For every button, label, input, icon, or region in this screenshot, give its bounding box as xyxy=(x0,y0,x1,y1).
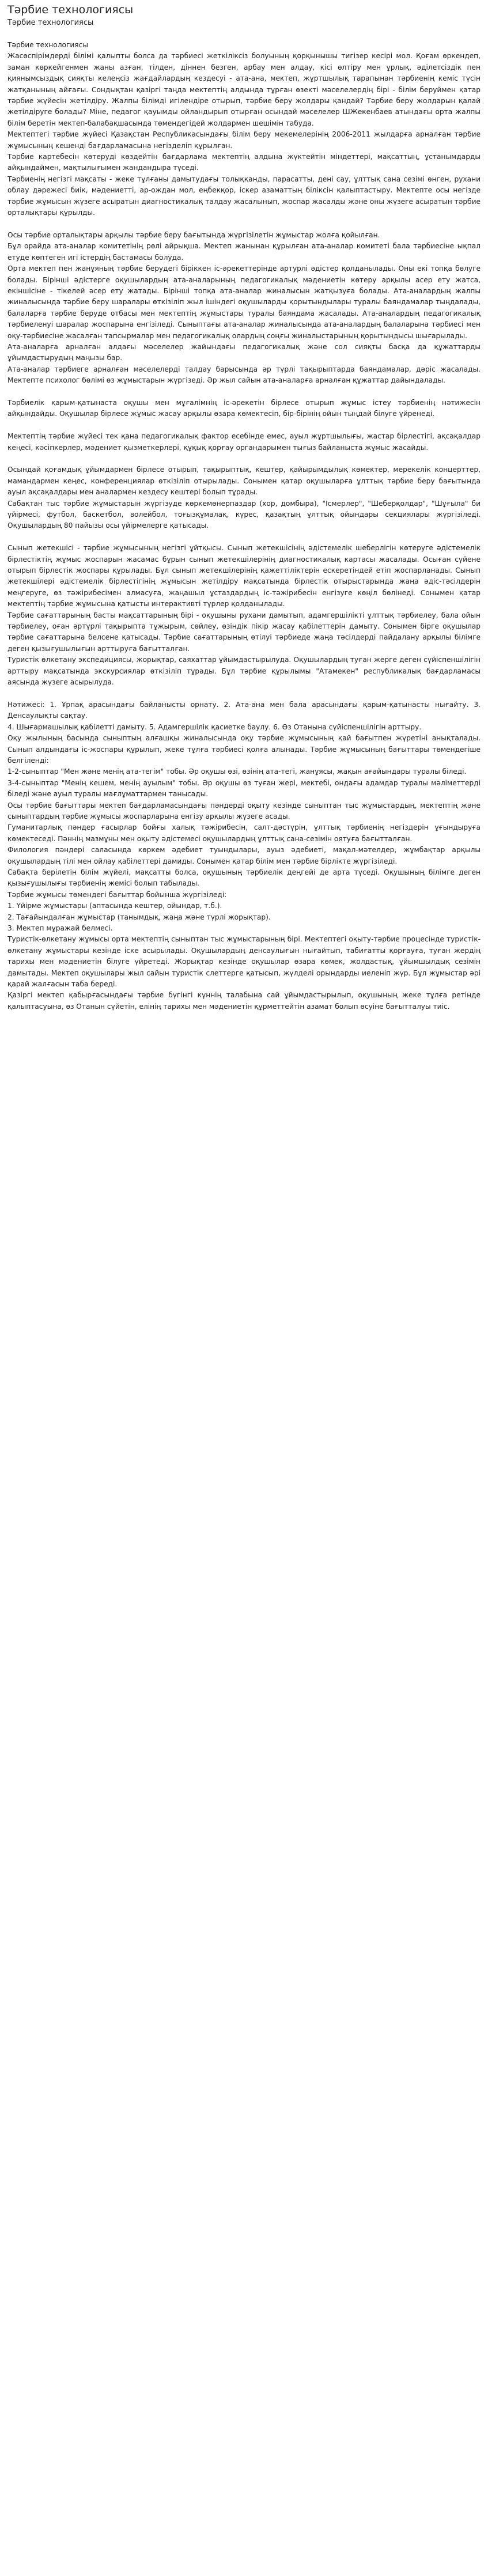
paragraph: Сынып жетекшісі - тәрбие жұмысының негізгі ұйтқысы. Сынып жетекшісінің әдістемелік шеберлігін көтеруге әдістемелік бірлестіктің жұмыс жоспарын жасамас бұрын сынып жетекшілерінің диагностикалық картасы жасалады. Осыған сүйене отырып бірлестік жоспары құрылады. Бұл сынып жетекшілерінің қажеттіліктерін ескеретіндей етіп жоспарланады. Сынып жетекшілері әдістемелік бірлестігінің жұмысын жетілдіру мақсатында бірлестік отырыстарында жаңа әдіс-тәсілдерін меңгеруге, өз тәжірибесімен алмасуға, жаңашыл ұстаздардың іс-тәжірибесін енгізуге көңіл бөлінеді. Сонымен қатар мектептің тәрбие жұмысына қатысты интерактивті түрлер қолданылады. xyxy=(7,544,481,608)
paragraph: Тәрбие сағаттарының басты мақсаттарының бірі - оқушыны рухани дамытып, адамгершілікті ұлттық тәрбиелеу, бала ойын тәрбиелеу, оған әртүрлі тақырыпта тұжырым, сөйлеу, өзіндік пікір жасау қабілеттерін дамыту. Сонымен бірге оқушылар тәрбие сағаттарына белсене қатысады. Тәрбие сағаттарының өтілуі тәрбиеде жаңа тәсілдерді пайдалану арқылы білімге деген қызығушылығын арттыруға бағытталған. xyxy=(7,611,481,653)
paragraph: Туристік өлкетану экспедициясы, жорықтар, саяхаттар ұйымдастырылуда. Оқушылардың туған жерге деген сүйіспеншілігін арттыру мақсатында экскурсиялар өткізіліп тұрады. Бұл тәрбие құрылымы "Атамекен" республикалық бағдарламасы аясында жүзеге асырылуда. xyxy=(7,656,481,687)
paragraph: 3-4-сыныптар "Менің кешем, менің ауылым" тобы. Әр оқушы өз туған жері, мектебі, ондағы адамдар туралы мәліметтерді біледі және ауыл туралы мағлұматтармен танысады. xyxy=(7,778,481,799)
paragraph-spacer xyxy=(7,532,481,543)
paragraph: Нәтижесі: 1. Ұрпақ арасындағы байланысты орнату. 2. Ата-ана мен бала арасындағы қарым-қатынасты нығайту. 3. Денсаулықты сақтау. xyxy=(7,700,481,720)
paragraph: Тәрбие технологиясы xyxy=(7,41,88,49)
article-body xyxy=(7,40,481,1012)
paragraph: Қазіргі мектеп қабырғасындағы тәрбие бүгінгі күннің талабына сай ұйымдастырылып, оқушының жеке тұлға ретінде қалыптасуына, өз Отанын сүйетін, елінің тарихы мен мәдениетін құрметтейтін азамат болып өсуіне бағытталуы тиіс. xyxy=(7,991,481,1011)
page-title: Тәрбие технологиясы xyxy=(7,3,134,16)
document-page xyxy=(0,0,488,1012)
paragraph-spacer xyxy=(7,453,481,464)
paragraph-spacer xyxy=(7,420,481,431)
paragraph: 4. Шығармашылық қабілетті дамыту. 5. Адамгершілік қасиетке баулу. 6. Өз Отанына сүйіспеншілігін арттыру. xyxy=(7,723,422,731)
paragraph: Мектептің тәрбие жүйесі тек қана педагогикалық фактор есебінде емес, ауыл жұртшылығы, жастар бірлестігі, ақсақалдар кеңесі, кәсіпкерлер, мәдениет қызметкерлері, құқық қорғау органдарымен тығыз байланыста жұмыс жасайды. xyxy=(7,432,481,452)
paragraph-spacer xyxy=(7,688,481,699)
paragraph: 2. Тағайындалған жұмыстар (танымдық, жаңа және түрлі жорықтар). xyxy=(7,913,271,921)
paragraph: Туристік-өлкетану жұмысы орта мектептің сыныптан тыс жұмыстарының бірі. Мектептегі оқыту-тәрбие процесінде туристік-өлкетану жұмыстары кезінде іске асырылады. Оқушылардың денсаулығын нығайтып, табиғатты қорғауға, туған жердің тарихы мен мәдениетін білуге үйретеді. Жорықтар кезінде оқушылар өзара көмек, жолдастық, ұйымшылдық сезімін дамытады. Мектеп оқушылары жыл сайын туристік слеттерге қатысып, жүлделі орындарды иеленіп жүр. Бұл жұмыстар әрі қарай жалғасын таба береді. xyxy=(7,935,481,989)
paragraph: Осы тәрбие бағыттары мектеп бағдарламасындағы пәндерді оқыту кезінде сыныптан тыс жұмыстардың, мектептің және сыныптардың тәрбие жұмысы жоспарларына енгізу арқылы жүзеге асады. xyxy=(7,801,481,820)
paragraph: Тәрбиелік қарым-қатынаста оқушы мен мұғалімнің іс-әрекетін бірлесе отырып жұмыс істеу тәрбиенің нәтижесін айқындайды. Оқушылар бірлесе жұмыс жасау арқылы өзара көмектесіп, бір-бірінің ойын тыңдай білуге үйренеді. xyxy=(7,398,481,418)
paragraph: Осындай қоғамдық ұйымдармен бірлесе отырып, тақырыптық, кештер, қайырымдылық көмектер, мерекелік концерттер, мамандармен кеңес, конференциялар өткізіліп отырылады. Сонымен қатар оқушыларға ұлттық тәрбие беру бағытында ауыл ақсақалдары мен аналармен кездесу кештері болып тұрады. xyxy=(7,466,481,497)
paragraph: Сабақтан тыс тәрбие жұмыстарын жүргізуде көркемөнерпаздар (хор, домбыра), "Ісмерлер", "Шеберқолдар", "Шұғыла" би үйірмесі, футбол, баскетбол, волейбол, тоғызқұмалақ, күрес, қазақтың ұлттық ойындары секциялары жүргізіледі. Оқушылардың 80 пайызы осы үйірмелерге қатысады. xyxy=(7,499,481,530)
paragraph: Осы тәрбие орталықтары арқылы тәрбие беру бағытында жүргізілетін жұмыстар жолға қойылған. xyxy=(7,230,380,239)
paragraph: Тәрбиенің негізгі мақсаты - жеке тұлғаны дамытудағы толыққанды, парасатты, дені сау, ұлттық сана сезімі өнген, рухани облау дәрежесі биік, мәдениетті, ар-ождан мол, еңбекқор, іскер азаматтың біліксін қалыптастыру. Мектепте осы негізде тәрбие жұмысын жүзеге асыратын диагностикалық талдау жасалынып, жоспар жасалды және оны жүзеге асыратын тәрбие орталықтары құрылды. xyxy=(7,175,481,217)
paragraph: Бұл орайда ата-аналар комитетінің рөлі айрықша. Мектеп жанынан құрылған ата-аналар комитеті бала тәрбиесіне ықпал етуде көптеген игі істердің бастамасы болуда. xyxy=(7,242,481,262)
paragraph: Жасөспірімдерді білімі қалыпты болса да тәрбиесі жеткіліксіз болуының қорқынышы тигізер кесірі мол. Қоғам өркендеп, заман көркейгенмен жаны азған, тілден, діннен безген, арбау мен алдау, кісі өлтіру мен ұрлық, әділетсіздік пен қиянымсыздық сияқты келеңсіз жағдайлардың кездесуі - ата-ана, мектеп, жұртшылық тарапынан тәрбиенің кеміс түсін жатқанының айғағы. Сондықтан қазіргі таңда мектептің алдында тұрған өзекті мәселелердің бірі - білім беруймен қатар тәрбие жүйесін жетілдіру. Жалпы білімді игілендіре отырып, тәрбие беру жолдары қандай? Тәрбие беру жолдарын қалай жетілдіруге болады? Міне, педагог қауымды ойландырып отырған осындай мәселелер ШЖекенбаев атындағы орта жалпы білім беретін мектеп-балабақшасында төмендегідей жолдармен шешімін табуда. xyxy=(7,52,481,127)
paragraph: Тәрбие картебесін көтеруді көздейтін бағдарлама мектептің алдына жүктейтін міндеттері, мақсаттың, ұстанымдарды айқындаймен, мақтылығымен жандандыра түседі. xyxy=(7,153,481,172)
paragraph-spacer xyxy=(7,387,481,398)
paragraph: 1-2-сыныптар "Мен және менің ата-тегім" тобы. Әр оқушы өзі, өзінің ата-тегі, жанұясы, жақын ағайындары туралы біледі. xyxy=(7,767,467,776)
paragraph: Ата-аналарға арналған алдағы мәселелер жайындағы педагогикалық және сол сияқты басқа да құжаттарды ұйымдастырудың маңызы бар. xyxy=(7,342,481,362)
paragraph: Мектептегі тәрбие жүйесі Қазақстан Республикасындағы білім беру мекемелерінің 2006-2011 жылдарға арналған тәрбие жұмысының кешенді бағдарламасына негізделіп құрылған. xyxy=(7,130,481,150)
paragraph-spacer xyxy=(7,219,481,230)
paragraph: Сабақта берілетін білім жүйелі, мақсатты болса, оқушының тәрбиелік деңгейі де арта түседі. Оқушының білімге деген қызығушылығы тәрбиенің жемісі болып табылады. xyxy=(7,868,481,888)
paragraph: Тәрбие жұмысы төмендегі бағыттар бойынша жүргізіледі: xyxy=(7,890,227,899)
paragraph: Орта мектеп пен жанұяның тәрбие берудегі біріккен іс-әрекеттерінде артурлі әдістер қолданылады. Оны екі топқа бөлуге болады. Бірінші әдістерге оқушылардың ата-аналарының педагогикалық мәдениетін көтеру арқылы асер ету жатса, екіншісіне - тікелей әсер ету жатады. Бірінші топқа ата-аналар жиналысын жатқызуға болады. Ата-аналардың жалпы жиналысында тәрбие беру шаралары өткізіліп жыл ішіндегі оқушыларды қорытындылары туралы баяндамалар тыңдалады, балаларға тәрбие беруде отбасы мен мектептің жұмыстары туралы баяндама жасалады. Ата-аналардың педагогикалық тәрбиеленуі шаралар жоспарына енгізіледі. Сыныптағы ата-аналар жиналысында ата-аналардың балаларына тәрбиесі мен оқу-тәрбиесіне жасалған тапсырмалар мен педагогикалық олардың соңғы жиналыстарының қорытындысы шығарылады. xyxy=(7,264,481,340)
paragraph: Ата-аналар тәрбиеге арналған мәселелерді талдау барысында әр түрлі тақырыптарда баяндамалар, дәріс жасалады. Мектепте психолог бөлімі өз жұмыстарын жүргізеді. Әр жыл сайын ата-аналарға арналған құжаттар дайындалады. xyxy=(7,365,481,385)
paragraph: 3. Мектеп мұражай белмесі. xyxy=(7,924,113,932)
paragraph: Гуманитарлық пәндер ғасырлар бойғы халық тәжірибесін, салт-дәстүрін, ұлттық тәрбиенің негіздерін ұғындыруға көмектеседі. Пәннің мазмұны мен оқыту әдістемесі оқушылардың ұлттық сана-сезімін оятуға бағытталған. xyxy=(7,823,481,843)
paragraph: Оқу жылының басында сыныптың алғашқы жиналысында оқу тәрбие жұмысының қай бағытпен жүретіні анықталады. Сынып алдындағы іс-жоспары құрылып, жеке тұлға тәрбиесі қолға алынады. Тәрбие жұмысының бағыттары төмендегіше белгіленді: xyxy=(7,734,481,765)
page-subtitle: Тәрбие технологиясы xyxy=(7,18,94,27)
paragraph: 1. Үйірме жұмыстары (аптасында кештер, ойындар, т.б.). xyxy=(7,902,222,910)
paragraph: Филология пәндері саласында көркем әдебиет туындылары, ауыз әдебиеті, мақал-мәтелдер, жұмбақтар арқылы оқушылардың тілі мен ойлау қабілеттері дамиды. Сонымен қатар білім мен тәрбие бірлікте жүргізіледі. xyxy=(7,846,481,865)
